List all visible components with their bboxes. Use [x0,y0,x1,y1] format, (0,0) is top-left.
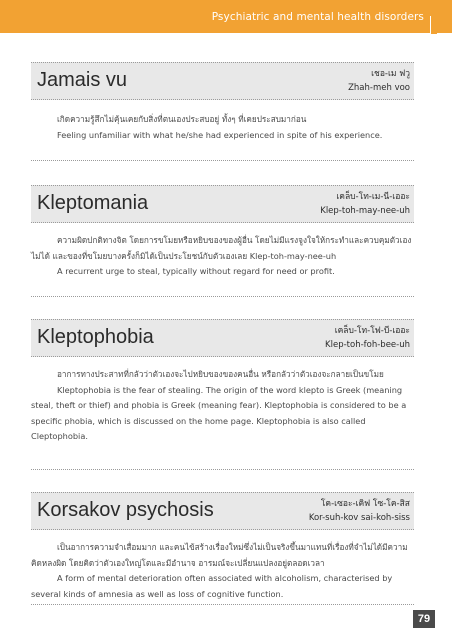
pronunciation [309,497,410,525]
header-title: Psychiatric and mental health disorders [211,11,424,23]
pronunciation-roman: Klep-toh-may-nee-uh [320,206,410,216]
entry-divider [31,469,414,470]
thai-definition: เกิดความรู้สึกไม่คุ้นเคยกับสิ่งที่ตนเองประสบอยู่ ทั้งๆ ที่เคยประสบมาก่อน [57,114,307,124]
entry-header [31,62,414,100]
header-tab-marker [430,16,437,34]
pronunciation-roman: Zhah-meh voo [348,83,410,93]
entry-body [31,233,412,280]
entry-divider [31,604,414,605]
pronunciation-thai: โค-เซอะ-เคิฟ โซ-โค-สิส [320,499,410,509]
thai-definition: ความผิดปกติทางจิต โดยการขโมยหรือหยิบของของผู้อื่น โดยไม่มีแรงจูงใจให้กระทำและควบคุมตัวเองไม่ได้ และของที่ขโมยบางครั้งก็มิได้เป็นประโยชน์กับตัวเองเลย Klep-toh-may-nee-uh [31,235,412,261]
header-band [0,0,452,33]
entry-body [31,367,412,445]
entry-term: Jamais vu [37,69,128,91]
pronunciation [320,190,410,218]
pronunciation-roman: Kor-suh-kov sai-koh-siss [308,513,410,523]
entry-term: Kleptomania [37,192,149,214]
pronunciation-thai: เชอ-เม ฟวู [371,69,410,79]
entry-divider [31,160,414,161]
entry-divider [31,296,414,297]
thai-definition: อาการทางประสาทที่กลัวว่าตัวเองจะไปหยิบของของคนอื่น หรือกลัวว่าตัวเองจะกลายเป็นขโมย [57,369,384,379]
pronunciation-thai: เคล็บ-โท-เม-นี-เออะ [336,192,410,202]
pronunciation-roman: Klep-toh-foh-bee-uh [325,340,410,350]
page-number: 79 [413,610,435,628]
english-definition: A recurrent urge to steal, typically without regard for need or profit. [57,266,335,276]
entry-header [31,319,414,357]
english-definition: Kleptophobia is the fear of stealing. The origin of the word klepto is Greek (meaning steal, theft or thief) and phobia is Greek (meaning fear). Kleptophobia is considered to be a specific phobia, which is discussed on the home page. Kleptophobia is also called Cleptophobia. [31,384,407,441]
entry-header [31,492,414,530]
pronunciation [348,67,410,95]
thai-definition: เป็นอาการความจำเสื่อมมาก และคนไข้สร้างเรื่องใหม่ซึ่งไม่เป็นจริงขึ้นมาแทนที่เรื่องที่จำไม่ได้มีความคิดหลงผิด โดยคิดว่าตัวเองใหญ่โตและมีอำนาจ อารมณ์จะเปลี่ยนแปลงอยู่ตลอดเวลา [31,542,408,568]
pronunciation-thai: เคล็บ-โท-โฟ-บี-เออะ [334,326,410,336]
entry-body [31,540,412,602]
english-definition: A form of mental deterioration often associated with alcoholism, characterised by several kinds of amnesia as well as loss of cognitive function. [31,573,393,599]
entry-term: Kleptophobia [37,326,154,348]
entry-term: Korsakov psychosis [37,499,214,521]
entry-header [31,185,414,223]
english-definition: Feeling unfamiliar with what he/she had experienced in spite of his experience. [57,129,383,140]
entry-body [31,112,412,143]
pronunciation [325,324,410,352]
